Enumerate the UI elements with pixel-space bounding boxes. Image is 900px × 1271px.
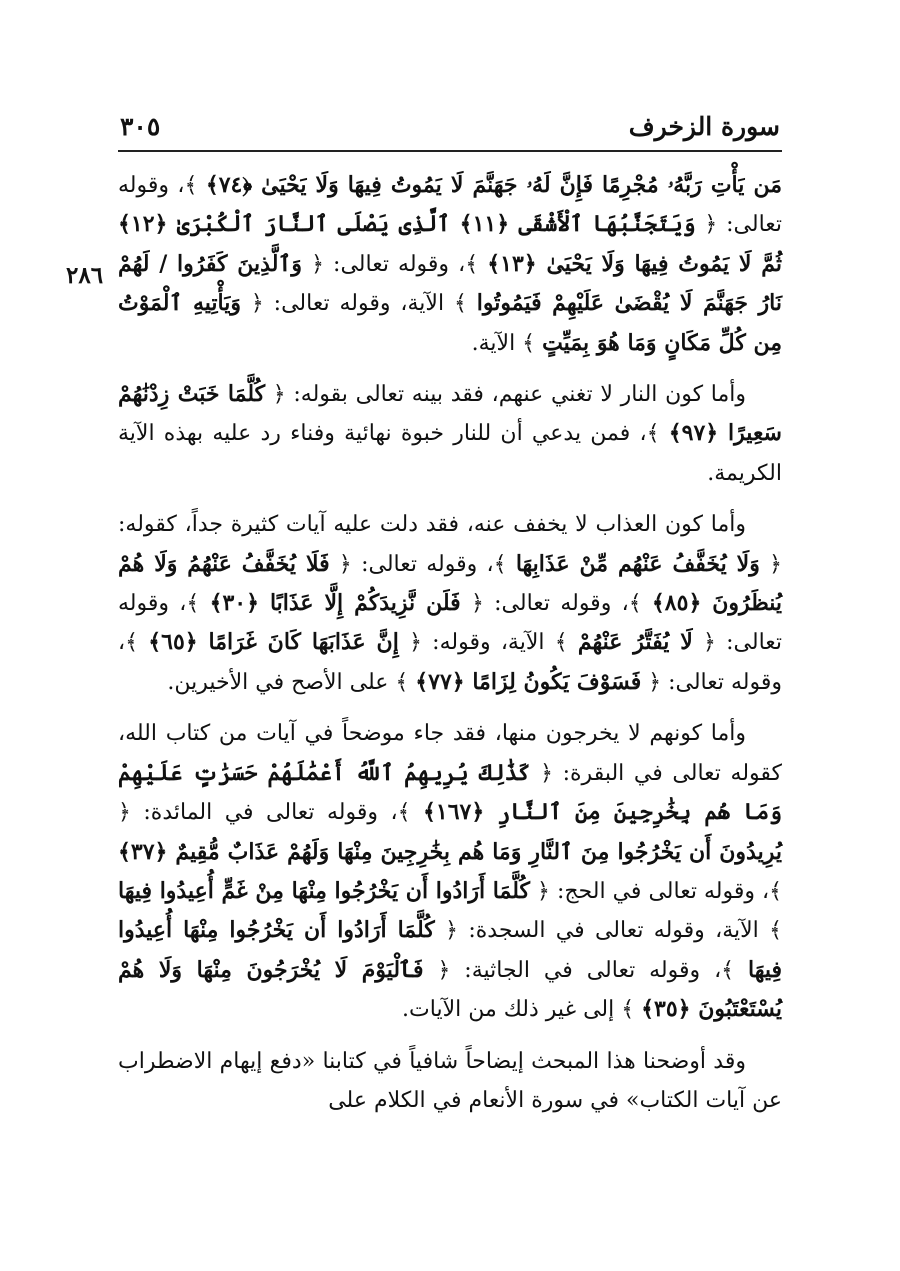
quran-verse: فَلَن نَّزِيدَكُمْ إِلَّا عَذَابًا ﴿٣٠﴾ xyxy=(209,590,461,617)
surah-title: سورة الزخرف xyxy=(628,112,780,141)
quran-verse: إِنَّ عَذَابَهَا كَانَ غَرَامًا ﴿٦٥﴾ xyxy=(148,629,399,656)
quran-verse: فَسَوْفَ يَكُونُ لِزَامًا ﴿٧٧﴾ xyxy=(415,668,642,695)
page-number: ٣٠٥ xyxy=(120,112,161,141)
commentary-text: ﴾، وقوله تعالى في المائدة: ﴿ xyxy=(118,800,411,826)
commentary-text: ﴾، فمن يدعي أن للنار خبوة نهائية وفناء رد عليه بهذه الآية الكريمة. xyxy=(118,421,782,486)
commentary-text: وقد أوضحنا هذا المبحث إيضاحاً شافياً في كتابنا «دفع إيهام الاضطراب عن آيات الكتاب» في سورة الأنعام في الكلام على xyxy=(118,1048,782,1113)
commentary-text: وأما كون العذاب لا يخفف عنه، فقد دلت عليه آيات كثيرة جداً، كقوله: ﴿ xyxy=(118,512,782,577)
page-header xyxy=(120,112,780,146)
paragraph xyxy=(118,375,782,493)
header-divider xyxy=(118,150,782,152)
commentary-text: ﴾ الآية، وقوله: ﴿ xyxy=(409,630,568,656)
quran-verse: وَٱلَّذِينَ كَفَرُوا / لَهُمْ نَارُ جَهَنَّمَ لَا يُقْضَىٰ عَلَيْهِمْ فَيَمُوتُوا xyxy=(118,250,782,317)
commentary-text: ﴾، وقوله تعالى: ﴿ xyxy=(118,630,782,695)
commentary-text: ﴾ إلى غير ذلك من الآيات. xyxy=(402,997,635,1023)
commentary-text: ﴾، وقوله تعالى: ﴿ xyxy=(118,173,783,238)
commentary-text: ﴾، وقوله تعالى: ﴿ xyxy=(118,591,783,656)
quran-verse: كُلَّمَا أَرَادُوا أَن يَخْرُجُوا مِنْهَا أُعِيدُوا فِيهَا xyxy=(118,917,782,983)
quran-verse: وَيَأْتِيهِ ٱلْمَوْتُ مِن كُلِّ مَكَانٍ وَمَا هُوَ بِمَيِّتٍ xyxy=(118,290,782,356)
quran-verse: فَلَا يُخَفَّفُ عَنْهُمُ وَلَا هُمْ يُنظَرُونَ ﴿٨٥﴾ xyxy=(118,550,783,617)
commentary-text: وأما كونهم لا يخرجون منها، فقد جاء موضحاً في آيات من كتاب الله، كقوله تعالى في البقرة: ﴿ xyxy=(118,721,782,786)
paragraph xyxy=(118,714,782,1029)
commentary-text: ﴾، وقوله تعالى: ﴿ xyxy=(338,551,507,577)
margin-page-reference: ٢٨٦ xyxy=(66,262,104,289)
quran-verse: مَن يَأْتِ رَبَّهُۥ مُجْرِمًا فَإِنَّ لَهُۥ جَهَنَّمَ لَا يَمُوتُ فِيهَا وَلَا يَحْيَىٰ ﴿٧٤﴾ xyxy=(205,172,782,198)
quran-verse: وَيَتَجَنَّبُهَا ٱلْأَشْقَى ﴿١١﴾ ٱلَّذِى يَصْلَى ٱلنَّارَ ٱلْكُبْرَىٰ ﴿١٢﴾ ثُمَّ لَا يَمُوتُ فِيهَا وَلَا يَحْيَىٰ ﴿١٣﴾ xyxy=(118,211,782,277)
commentary-text: ﴾ الآية، وقوله تعالى: ﴿ xyxy=(250,291,467,317)
quran-verse: وَلَا يُخَفَّفُ عَنْهُم مِّنْ عَذَابِهَا xyxy=(515,550,760,577)
commentary-text: ﴾ الآية، وقوله تعالى في السجدة: ﴿ xyxy=(445,918,783,944)
commentary-text: ﴾، وقوله تعالى في الحج: ﴿ xyxy=(537,878,782,904)
commentary-text: وأما كون النار لا تغني عنهم، فقد بينه تعالى بقوله: ﴿ xyxy=(272,382,747,408)
quran-verse: لَا يُفَتَّرُ عَنْهُمْ xyxy=(577,629,693,656)
quran-verse: كُلَّمَا خَبَتْ زِدْنَٰهُمْ سَعِيرًا ﴿٩٧﴾ xyxy=(118,381,782,447)
quran-verse: كَذَٰلِكَ يُرِيهِمُ ٱللَّهُ أَعْمَٰلَهُمْ حَسَرَٰتٍ عَلَيْهِمْ وَمَا هُم بِخَٰرِجِينَ مِنَ ٱلنَّارِ ﴿١٦٧﴾ xyxy=(118,759,783,826)
quran-verse: فَٱلْيَوْمَ لَا يُخْرَجُونَ مِنْهَا وَلَا هُمْ يُسْتَعْتَبُونَ ﴿٣٥﴾ xyxy=(118,956,782,1023)
commentary-text: ﴾ الآية. xyxy=(471,330,536,356)
quran-verse: كُلَّمَا أَرَادُوا أَن يَخْرُجُوا مِنْهَا مِنْ غَمٍّ أُعِيدُوا فِيهَا xyxy=(118,877,530,904)
commentary-text: ﴾، وقوله تعالى في الجاثية: ﴿ xyxy=(437,957,735,983)
body-text xyxy=(118,166,782,1132)
commentary-text: ﴾ على الأصح في الأخيرين. xyxy=(167,669,409,695)
paragraph xyxy=(118,166,782,363)
commentary-text: ﴾، وقوله تعالى: ﴿ xyxy=(311,251,479,277)
quran-verse: يُرِيدُونَ أَن يَخْرُجُوا مِنَ ٱلنَّارِ وَمَا هُم بِخَٰرِجِينَ مِنْهَا وَلَهُمْ عَذَابٌ مُّقِيمٌ ﴿٣٧﴾ xyxy=(118,838,782,865)
paragraph xyxy=(118,505,782,702)
commentary-text: ﴾، وقوله تعالى: ﴿ xyxy=(470,591,642,617)
paragraph xyxy=(118,1042,782,1121)
